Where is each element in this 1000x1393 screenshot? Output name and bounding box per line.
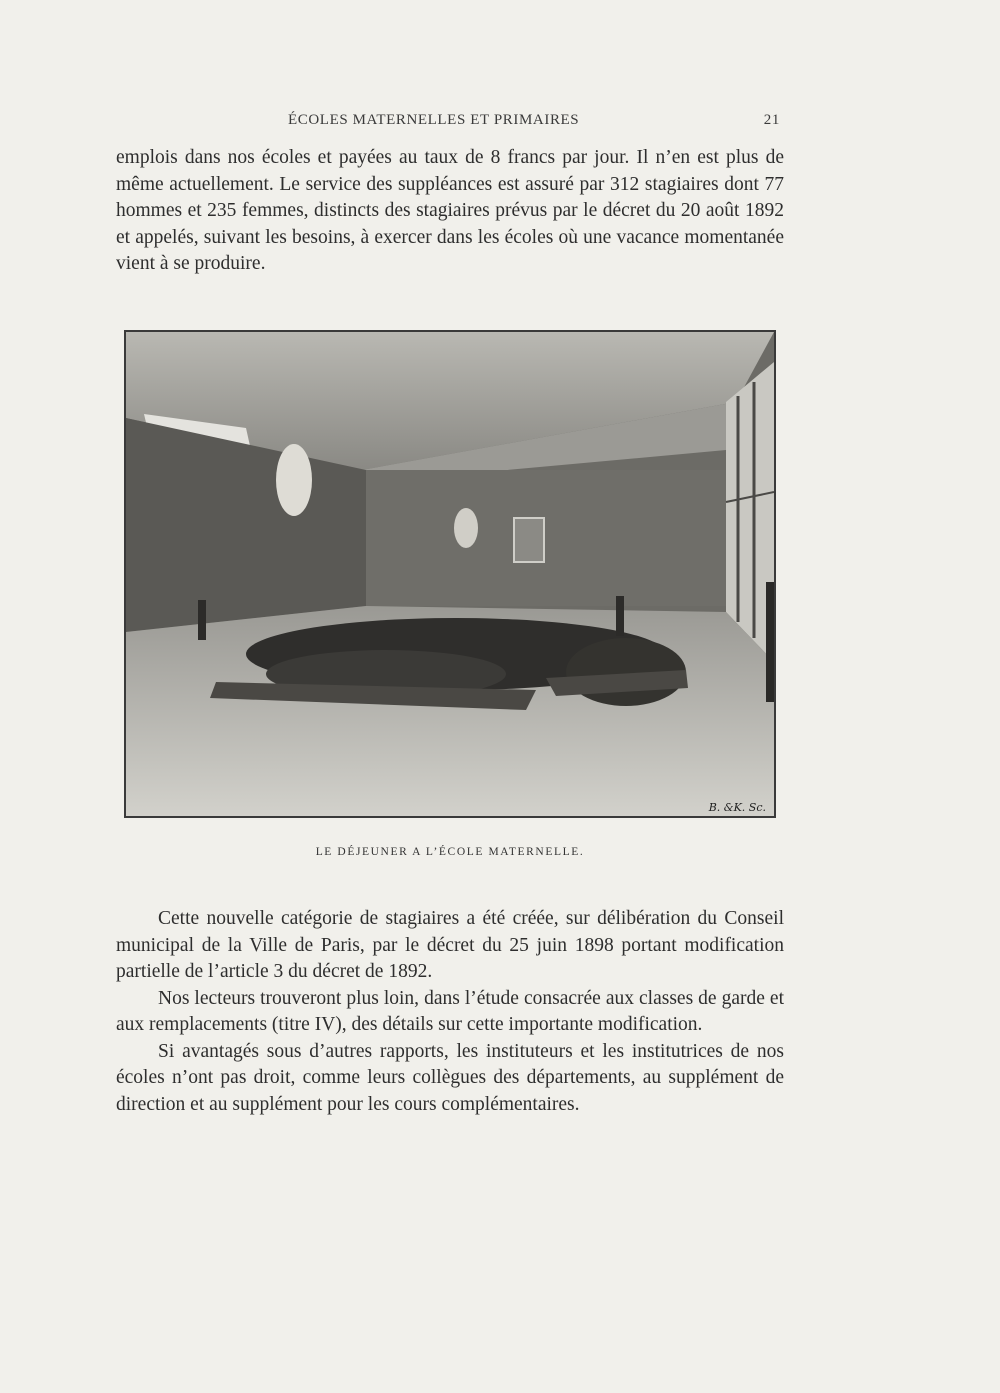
bottom-text-block (116, 906, 784, 1118)
running-title: ÉCOLES MATERNELLES ET PRIMAIRES (288, 112, 580, 128)
running-head (116, 112, 784, 136)
paragraph: Si avantagés sous d’autres rapports, les instituteurs et les institutrices de nos écoles n’ont pas droit, comme leurs collègues des départements, au supplément de direction et au supplément pour les cours complémentaires. (116, 1040, 784, 1115)
engraver-signature: B. &K. Sc. (708, 801, 766, 814)
paragraph: Cette nouvelle catégorie de stagiaires a été créée, sur délibération du Conseil municipal de la Ville de Paris, par le décret du 25 juin 1898 portant modification partielle de l’article 3 du décret de 1892. (116, 908, 784, 982)
page-number: 21 (763, 112, 780, 128)
paragraph: Nos lecteurs trouveront plus loin, dans l’étude consacrée aux classes de garde et aux remplacements (titre IV), des détails sur cette importante modification. (116, 987, 784, 1035)
top-text-block (116, 145, 784, 278)
photograph-illustration (126, 332, 774, 816)
photograph-breakfast-at-nursery-school (124, 330, 776, 818)
figure-caption: LE DÉJEUNER A L’ÉCOLE MATERNELLE. (315, 846, 585, 858)
paragraph: emplois dans nos écoles et payées au taux de 8 francs par jour. Il n’en est plus de même actuellement. Le service des suppléances est assuré par 312 stagiaires dont 77 hommes et 235 femmes, distincts des stagiaires prévus par le décret du 20 août 1892 et appelés, suivant les besoins, à exercer dans les écoles où une vacance momentanée vient à se produire. (116, 147, 784, 274)
